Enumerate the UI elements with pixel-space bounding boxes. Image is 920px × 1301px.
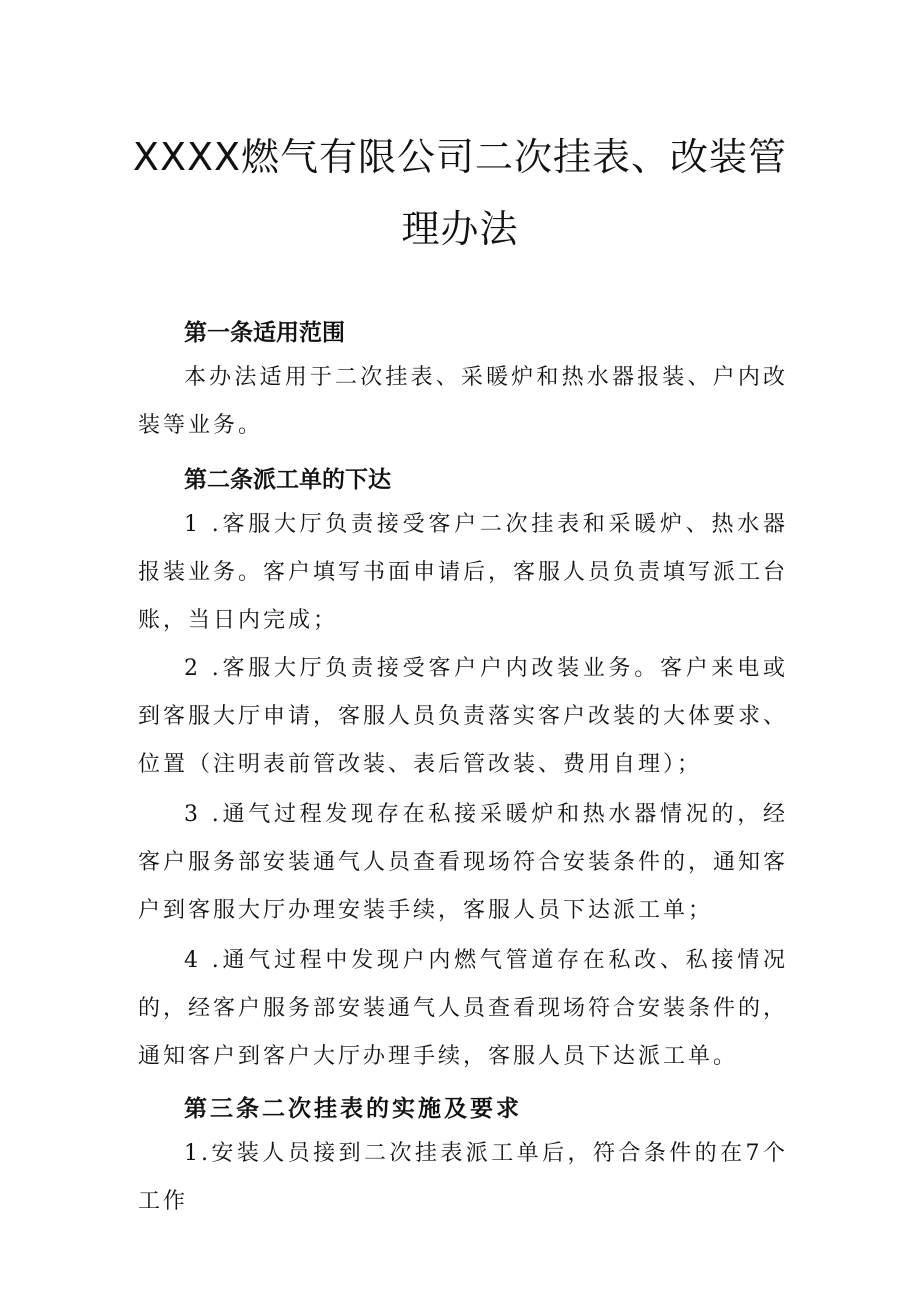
article-2-heading: 第二条派工单的下达 — [184, 467, 391, 493]
article-2-item-2: 2 .客服大厅负责接受客户户内改装业务。客户来电或到客服大厅申请，客服人员负责落实客户改装的大体要求、位置（注明表前管改装、表后管改装、费用自理）； — [138, 656, 789, 777]
article-1-heading: 第一条适用范围 — [184, 320, 345, 346]
document-title-line-2: 理办法 — [401, 207, 519, 251]
article-3-item-1: 1.安装人员接到二次挂表派工单后，符合条件的在7个工作 — [138, 1141, 788, 1214]
article-2-item-1: 1 .客服大厅负责接受客户二次挂表和采暖炉、热水器报装业务。客户填写书面申请后，客服人员负责填写派工台账，当日内完成； — [138, 512, 789, 633]
article-2-item-4: 4 .通气过程中发现户内燃气管道存在私改、私接情况的，经客户服务部安装通气人员查看现场符合安装条件的，通知客户到客户大厅办理手续，客服人员下达派工单。 — [138, 948, 789, 1069]
article-1-body: 本办法适用于二次挂表、采暖炉和热水器报装、户内改装等业务。 — [138, 365, 788, 438]
document-title-line-1: XXXX燃气有限公司二次挂表、改装管 — [132, 135, 788, 179]
article-3-heading: 第三条二次挂表的实施及要求 — [184, 1095, 522, 1122]
article-2-item-3: 3 .通气过程发现存在私接采暖炉和热水器情况的，经客户服务部安装通气人员查看现场符合安装条件的，通知客户到客服大厅办理安装手续，客服人员下达派工单； — [138, 802, 789, 923]
